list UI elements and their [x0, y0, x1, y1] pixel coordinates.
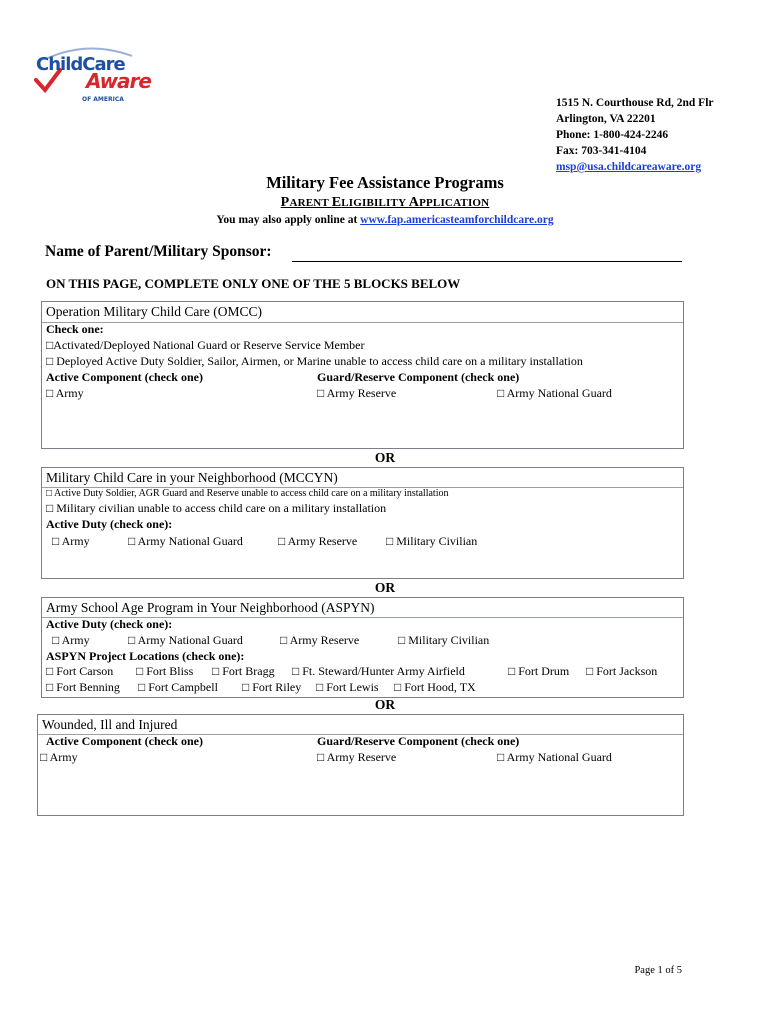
mccyn-heading: Military Child Care in your Neighborhood (MCCYN) — [42, 468, 683, 488]
logo-childcare-text: ChildCare — [36, 54, 125, 75]
address-city: Arlington, VA 22201 — [556, 113, 656, 125]
mccyn-army-reserve-checkbox[interactable]: □ Army Reserve — [278, 534, 358, 548]
omcc-army-reserve-checkbox[interactable]: □ Army Reserve — [317, 386, 397, 400]
logo-aware-text: Aware — [86, 69, 151, 93]
wii-army-national-guard-checkbox[interactable]: □ Army National Guard — [497, 750, 612, 764]
location-fort-campbell-checkbox[interactable]: □ Fort Campbell — [138, 680, 218, 694]
page-number: Page 1 of 5 — [634, 965, 682, 976]
subtitle-part: E — [331, 195, 342, 210]
omcc-check-one-label: Check one: — [46, 322, 104, 336]
or-separator: OR — [374, 450, 396, 465]
subtitle-part: P — [280, 195, 290, 210]
address-email-link[interactable]: msp@usa.childcareaware.org — [556, 161, 702, 173]
sponsor-name-field[interactable] — [292, 261, 682, 262]
omcc-army-checkbox[interactable]: □ Army — [46, 386, 84, 400]
omcc-block — [41, 301, 684, 449]
aspyn-army-national-guard-checkbox[interactable]: □ Army National Guard — [128, 633, 243, 647]
apply-online-link[interactable]: www.fap.americasteamforchildcare.org — [360, 214, 554, 226]
wii-heading: Wounded, Ill and Injured — [38, 715, 683, 735]
location-fort-jackson-checkbox[interactable]: □ Fort Jackson — [586, 664, 658, 678]
location-fort-benning-checkbox[interactable]: □ Fort Benning — [46, 680, 120, 694]
mccyn-army-national-guard-checkbox[interactable]: □ Army National Guard — [128, 534, 243, 548]
location-fort-riley-checkbox[interactable]: □ Fort Riley — [242, 680, 302, 694]
omcc-heading: Operation Military Child Care (OMCC) — [42, 302, 683, 323]
omcc-army-national-guard-checkbox[interactable]: □ Army National Guard — [497, 386, 612, 400]
mccyn-option-civilian[interactable]: □ Military civilian unable to access child care on a military installation — [46, 501, 387, 515]
contact-address — [556, 95, 714, 175]
apply-online-note — [0, 214, 770, 226]
mccyn-active-duty-label: Active Duty (check one): — [46, 517, 173, 531]
aspyn-heading: Army School Age Program in Your Neighborhood (ASPYN) — [42, 598, 683, 618]
childcare-aware-logo — [34, 46, 151, 104]
sponsor-name-label: Name of Parent/Military Sponsor: — [45, 243, 272, 260]
omcc-guard-reserve-label: Guard/Reserve Component (check one) — [317, 370, 520, 384]
aspyn-army-checkbox[interactable]: □ Army — [52, 633, 90, 647]
location-fort-bliss-checkbox[interactable]: □ Fort Bliss — [136, 664, 194, 678]
address-phone: Phone: 1-800-424-2246 — [556, 129, 669, 141]
location-fort-bragg-checkbox[interactable]: □ Fort Bragg — [212, 664, 275, 678]
aspyn-active-duty-label: Active Duty (check one): — [46, 617, 173, 631]
location-fort-drum-checkbox[interactable]: □ Fort Drum — [508, 664, 570, 678]
omcc-option-activated[interactable]: □Activated/Deployed National Guard or Reserve Service Member — [46, 338, 365, 352]
page-subtitle — [0, 195, 770, 211]
subtitle-part: A — [408, 195, 420, 210]
mccyn-block — [41, 467, 684, 579]
wii-guard-reserve-label: Guard/Reserve Component (check one) — [317, 734, 520, 748]
subtitle-part: ARENT — [289, 197, 332, 209]
address-street: 1515 N. Courthouse Rd, 2nd Flr — [556, 97, 714, 109]
aspyn-military-civilian-checkbox[interactable]: □ Military Civilian — [398, 633, 490, 647]
aspyn-block — [41, 597, 684, 698]
wii-active-component-label: Active Component (check one) — [46, 734, 203, 748]
or-separator: OR — [374, 580, 396, 595]
wounded-ill-injured-block — [37, 714, 684, 816]
page-title: Military Fee Assistance Programs — [266, 173, 504, 192]
wii-army-checkbox[interactable]: □ Army — [40, 750, 78, 764]
mccyn-military-civilian-checkbox[interactable]: □ Military Civilian — [386, 534, 478, 548]
apply-online-text: You may also apply online at — [216, 214, 361, 226]
or-separator: OR — [374, 697, 396, 712]
address-fax: Fax: 703-341-4104 — [556, 145, 647, 157]
location-fort-lewis-checkbox[interactable]: □ Fort Lewis — [316, 680, 379, 694]
mccyn-army-checkbox[interactable]: □ Army — [52, 534, 90, 548]
aspyn-army-reserve-checkbox[interactable]: □ Army Reserve — [280, 633, 360, 647]
location-ft-steward-checkbox[interactable]: □ Ft. Steward/Hunter Army Airfield — [292, 664, 465, 678]
location-fort-carson-checkbox[interactable]: □ Fort Carson — [46, 664, 114, 678]
location-fort-hood-checkbox[interactable]: □ Fort Hood, TX — [394, 680, 476, 694]
subtitle-part: PPLICATION — [419, 197, 490, 209]
wii-army-reserve-checkbox[interactable]: □ Army Reserve — [317, 750, 397, 764]
omcc-option-deployed[interactable]: □ Deployed Active Duty Soldier, Sailor, Airmen, or Marine unable to access child care on a military installation — [46, 354, 583, 368]
instructions-text: ON THIS PAGE, COMPLETE ONLY ONE OF THE 5 BLOCKS BELOW — [46, 276, 461, 291]
aspyn-locations-label: ASPYN Project Locations (check one): — [46, 649, 245, 663]
logo-of-america-text: OF AMERICA — [82, 96, 124, 103]
subtitle-part: LIGIBILITY — [341, 197, 409, 209]
mccyn-option-active-duty[interactable]: □ Active Duty Soldier, AGR Guard and Reserve unable to access child care on a military installation — [46, 488, 449, 499]
omcc-active-component-label: Active Component (check one) — [46, 370, 203, 384]
